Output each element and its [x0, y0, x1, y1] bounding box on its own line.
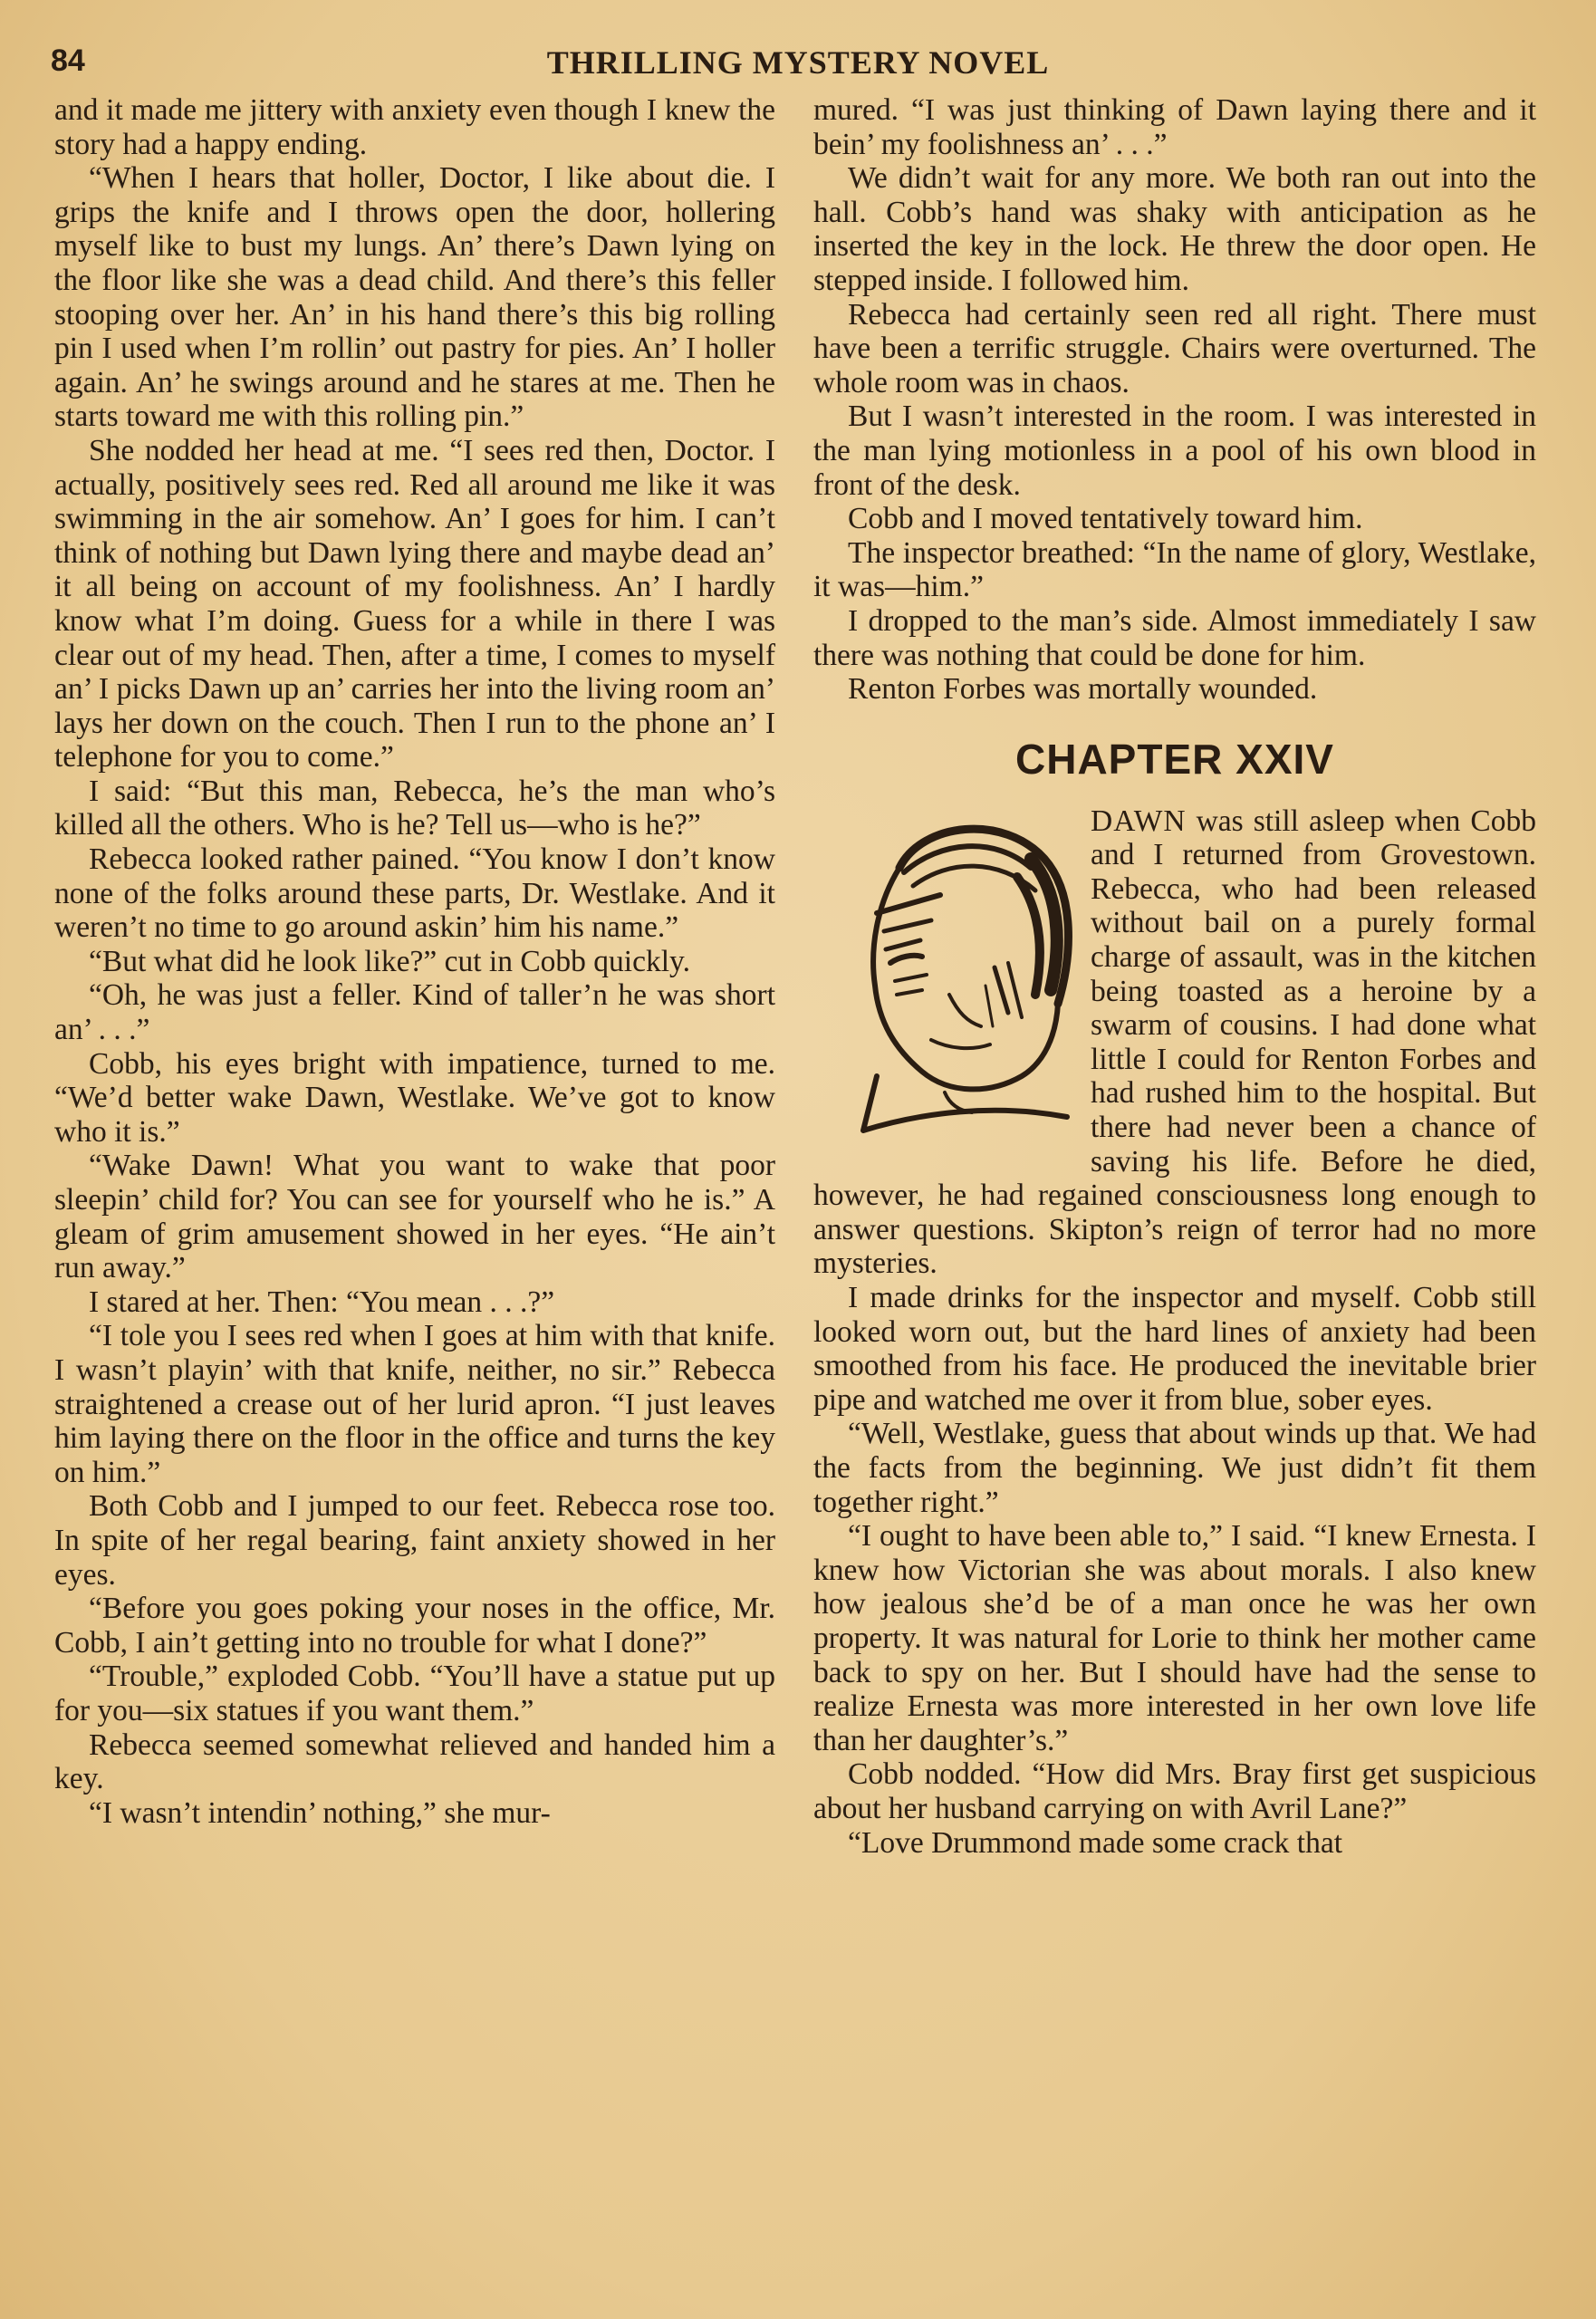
paragraph: Cobb nodded. “How did Mrs. Bray first get suspicious about her husband carrying on with Avril Lane?”: [813, 1757, 1536, 1825]
paragraph: and it made me jittery with anxiety even though I knew the story had a happy ending.: [54, 93, 775, 161]
paragraph: She nodded her head at me. “I sees red then, Doctor. I actually, positively sees red. Red all around me like it was swimming in the air somehow. An’ I goes for him. I can’t think of nothing but Dawn lying there and maybe dead an’ it all being on account of my foolishness. An’ I hardly know what I’m doing. Guess for a while in there I was clear out of my head. Then, after a time, I comes to myself an’ I picks Dawn up an’ carries her into the living room an’ lays her down on the couch. Then I run to the phone an’ I telephone for you to come.”: [54, 433, 775, 775]
paragraph: “Love Drummond made some crack that: [848, 1825, 1343, 1860]
paragraph: I made drinks for the inspector and myself. Cobb still looked worn out, but the hard lines of anxiety had been smoothed from his face. He produced the inevitable brier pipe and watched me over it from blue, sober eyes.: [813, 1281, 1536, 1417]
paragraph: “I ought to have been able to,” I said. “I knew Ernesta. I knew how Victorian she was about morals. I also knew how jealous she’d be of a man once he was her own property. It was natural for Lorie to think her mother came back to spy on her. But I should have had the sense to realize Ernesta was more interested in her own love life than her daughter’s.”: [813, 1519, 1536, 1757]
paragraph: Rebecca looked rather pained. “You know I don’t know none of the folks around these parts, Dr. Westlake. And it weren’t no time to go around askin’ him his name.”: [54, 842, 775, 945]
paragraph: “When I hears that holler, Doctor, I like about die. I grips the knife and I throws open the door, hollering myself like to bust my lungs. An’ there’s Dawn lying on the floor like she was a dead child. And there’s this feller stooping over her. An’ in his hand there’s this big rolling pin I used when I’m rollin’ out pastry for pies. An’ I holler again. An’ he swings around and he stares at me. Then he starts toward me with this rolling pin.”: [54, 161, 775, 434]
paragraph: I dropped to the man’s side. Almost immediately I saw there was nothing that could be done for him.: [813, 603, 1536, 672]
chapter-title: CHAPTER XXIV: [1015, 735, 1334, 783]
chapter-opening: [813, 804, 1536, 1281]
paragraph: Renton Forbes was mortally wounded.: [848, 672, 1318, 707]
right-column-top: [813, 93, 1536, 707]
paragraph: Rebecca had certainly seen red all right. There must have been a terrific struggle. Chairs were overturned. The whole room was in chaos.: [813, 297, 1536, 399]
sketched-head-icon: [813, 804, 1076, 1153]
page-header: [51, 40, 1545, 94]
paragraph: “But what did he look like?” cut in Cobb quickly.: [89, 944, 690, 978]
left-column: [54, 93, 775, 1830]
paragraph: “I wasn’t intendin’ nothing,” she mur-: [89, 1795, 551, 1830]
paragraph: “Before you goes poking your noses in the office, Mr. Cobb, I ain’t getting into no trouble for what I done?”: [54, 1592, 775, 1660]
paragraph: “Trouble,” exploded Cobb. “You’ll have a statue put up for you—six statues if you want them.”: [54, 1660, 775, 1727]
paragraph: “I tole you I sees red when I goes at him with that knife. I wasn’t playin’ with that knife, neither, no sir.” Rebecca straightened a crease out of her lurid apron. “I just leaves him laying there on the floor in the office and turns the key on him.”: [54, 1319, 775, 1489]
paragraph: Rebecca seemed somewhat relieved and handed him a key.: [54, 1727, 775, 1796]
paragraph: Both Cobb and I jumped to our feet. Rebecca rose too. In spite of her regal bearing, faint anxiety showed in her eyes.: [54, 1489, 775, 1592]
paragraph: But I wasn’t interested in the room. I was interested in the man lying motionless in a pool of his own blood in front of the desk.: [813, 399, 1536, 502]
paragraph: “Well, Westlake, guess that about winds up that. We had the facts from the beginning. We just didn’t fit them together right.”: [813, 1417, 1536, 1519]
paragraph: I stared at her. Then: “You mean . . .?”: [89, 1285, 555, 1319]
chapter-opening-text: was still asleep when Cobb and I returned from Grovestown. Rebecca, who had been released without bail on a purely formal charge of assault, was in the kitchen being toasted as a heroine by a swarm of cousins. I had done what little I could for Renton Forbes and had rushed him to the hospital. But there had never been a chance of saving his life. Before he died, however, he had regained consciousness long enough to answer questions. Skipton’s reign of terror had no more mysteries.: [813, 803, 1536, 1281]
right-column: [813, 93, 1536, 1860]
paragraph: mured. “I was just thinking of Dawn laying there and it bein’ my foolishness an’ . . .”: [813, 93, 1536, 161]
paragraph: Cobb, his eyes bright with impatience, turned to me. “We’d better wake Dawn, Westlake. We’ve got to know who it is.”: [54, 1046, 775, 1149]
paragraph: “Wake Dawn! What you want to wake that poor sleepin’ child for? You can see for yourself who he is.” A gleam of grim amusement showed in her eyes. “He ain’t run away.”: [54, 1149, 775, 1285]
paragraph: The inspector breathed: “In the name of glory, Westlake, it was—him.”: [813, 535, 1536, 604]
paragraph: Cobb and I moved tentatively toward him.: [848, 502, 1363, 536]
right-column-bottom: [813, 1281, 1536, 1860]
paragraph: “Oh, he was just a feller. Kind of taller’n he was short an’ . . .”: [54, 978, 775, 1047]
running-title: THRILLING MYSTERY NOVEL: [546, 44, 1050, 81]
chapter-opening-word: DAWN: [1091, 803, 1187, 838]
paragraph: We didn’t wait for any more. We both ran out into the hall. Cobb’s hand was shaky with anticipation as he inserted the key in the lock. He threw the door open. He stepped inside. I followed him.: [813, 161, 1536, 297]
paragraph: I said: “But this man, Rebecca, he’s the man who’s killed all the others. Who is he? Tell us—who is he?”: [54, 774, 775, 842]
page-number: 84: [51, 43, 85, 78]
